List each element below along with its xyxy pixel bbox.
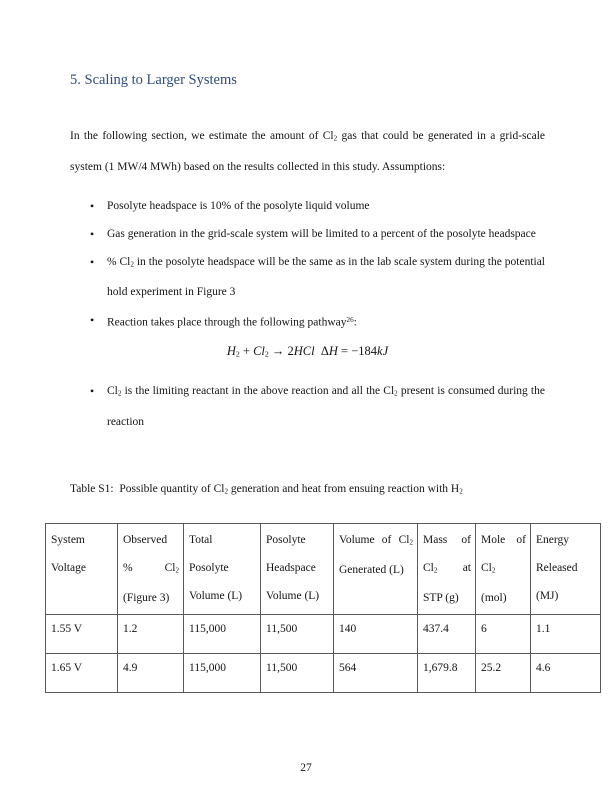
header-cell-line: $Cl_2$ — [481, 561, 496, 575]
header-cell-line: Headspace — [266, 561, 316, 574]
header-cell-line: (Figure 3) — [123, 592, 170, 605]
table-cell: 25.2 — [476, 654, 531, 693]
assumption-item-limiting-reactant: • $Cl_2$ is the limiting reactant in the above reaction and all the $Cl_2$ present is consumed during the reaction — [70, 377, 545, 436]
page-content — [51, 0, 578, 693]
table-cell: 437.4 — [418, 615, 476, 654]
header-cell-mass-cl2-stp — [418, 523, 476, 615]
header-cell-line: Posolyte — [189, 561, 229, 574]
header-cell-line: Energy — [536, 533, 570, 546]
table-row — [46, 654, 601, 693]
section-heading: 5. Scaling to Larger Systems — [70, 72, 237, 88]
header-cell-mole-cl2 — [476, 523, 531, 615]
results-table — [45, 523, 601, 694]
intro-paragraph: In the following section, we estimate the amount of $Cl_2$ gas that could be generated in a grid-scale system (1 MW/4 MWh) based on the results collected in this study. Assumptions: — [70, 130, 546, 173]
header-cell-line: STP (g) — [423, 592, 459, 605]
header-cell-volume-cl2-generated — [334, 523, 418, 615]
table-cell: 1.1 — [531, 615, 601, 654]
assumption-item-gas-generation: • Gas generation in the grid-scale system will be limited to a percent of the posolyte headspace — [70, 220, 545, 248]
table-cell: 1.55 V — [46, 615, 118, 654]
header-cell-line: Total — [189, 533, 213, 546]
header-cell-total-posolyte-volume — [184, 523, 261, 615]
header-cell-line: Released — [536, 561, 578, 574]
table-caption: Table S1: Possible quantity of $Cl_2$ generation and heat from ensuing reaction with $H_2$ — [70, 482, 463, 496]
assumptions-list-continued — [70, 377, 545, 436]
header-cell-line: (MJ) — [536, 589, 559, 602]
header-cell-line: Volume (L) — [189, 589, 243, 602]
header-cell-line: Mole of — [481, 533, 526, 546]
table-cell: 6 — [476, 615, 531, 654]
assumption-item-percent-cl2: • % $Cl_2$ in the posolyte headspace will be the same as in the lab scale system during the potential hold experiment in Figure 3 — [70, 248, 545, 307]
table-cell: 1.2 — [118, 615, 184, 654]
header-cell-line: Mass of — [423, 533, 471, 546]
table-row — [46, 615, 601, 654]
table-cell: 1,679.8 — [418, 654, 476, 693]
header-cell-energy-released — [531, 523, 601, 615]
assumption-item-reaction-pathway: • Reaction takes place through the following pathway$^{26}$: — [70, 306, 545, 337]
header-cell-line: Volume of $Cl_2$ — [339, 533, 413, 547]
table-cell: 1.65 V — [46, 654, 118, 693]
header-cell-line: % $Cl_2$ — [123, 561, 179, 575]
header-cell-line: Volume (L) — [266, 589, 320, 602]
assumption-item-headspace: • Posolyte headspace is 10% of the posolyte liquid volume — [70, 192, 545, 220]
page-number: 27 — [300, 762, 312, 774]
header-cell-line: $Cl_2$ at — [423, 561, 471, 575]
table-cell: 115,000 — [184, 615, 261, 654]
table-cell: 4.6 — [531, 654, 601, 693]
header-cell-line: (mol) — [481, 592, 507, 605]
header-cell-observed-percent-cl2 — [118, 523, 184, 615]
reaction-equation: $H_2 + Cl_2 \to 2HCl$ ΔH = −184kJ — [226, 343, 389, 359]
header-cell-posolyte-headspace-volume — [261, 523, 334, 615]
table-cell: 4.9 — [118, 654, 184, 693]
table-cell: 11,500 — [261, 615, 334, 654]
header-cell-line: Voltage — [51, 561, 86, 574]
assumptions-list — [70, 192, 545, 337]
table-cell: 115,000 — [184, 654, 261, 693]
table-cell: 11,500 — [261, 654, 334, 693]
header-cell-line: System — [51, 533, 85, 546]
table-header-row — [46, 523, 601, 615]
table-cell: 564 — [334, 654, 418, 693]
header-cell-system-voltage — [46, 523, 118, 615]
header-cell-line: Posolyte — [266, 533, 306, 546]
header-cell-line: Generated (L) — [339, 564, 404, 577]
header-cell-line: Observed — [123, 533, 168, 546]
table-cell: 140 — [334, 615, 418, 654]
